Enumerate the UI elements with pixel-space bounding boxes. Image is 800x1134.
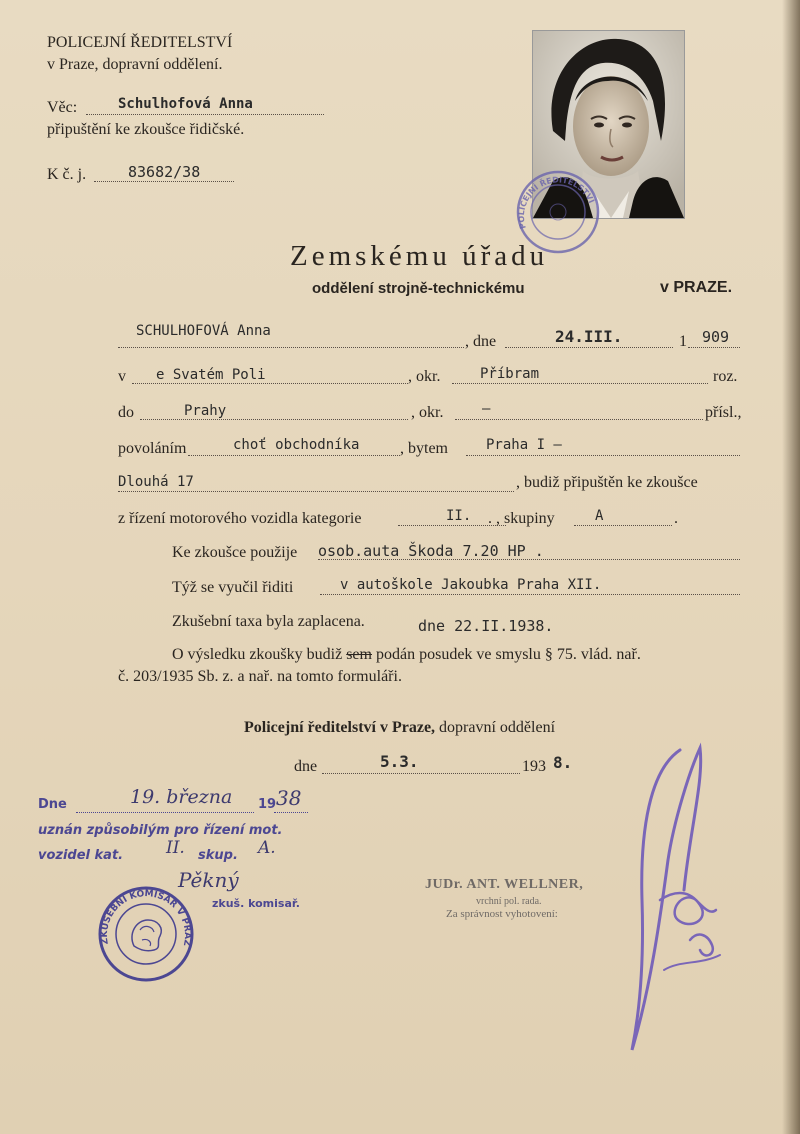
okr2-value: – (482, 401, 491, 417)
subject-dotline (86, 114, 324, 115)
birthplace: e Svatém Poli (156, 367, 266, 383)
signature-year-prefix: 193 (522, 758, 546, 775)
signature-date-dotline (322, 773, 520, 774)
school-label: Týž se vyučil řiditi (172, 579, 294, 596)
birth-year-prefix: 1 (679, 333, 687, 350)
address-city: v PRAZE. (660, 279, 733, 296)
signature-year-digit: 8. (553, 753, 573, 772)
result-struck: sem (346, 646, 372, 663)
official-note: Za správnost vyhotovení: (446, 908, 558, 920)
round-stamp (96, 884, 196, 984)
okr-dotline (452, 383, 708, 384)
group: A (595, 508, 604, 524)
commissar-label: zkuš. komisař. (212, 897, 300, 910)
result-line1 (172, 646, 641, 664)
school: v autoškole Jakoubka Praha XII. (340, 577, 602, 593)
residence-dotline (466, 455, 740, 456)
result-cat-hand: II. (166, 838, 185, 858)
result-line2: č. 203/1935 Sb. z. a nař. na tomto formuláři. (118, 668, 402, 685)
domicile-dotline (140, 419, 408, 420)
birth-year: 909 (702, 328, 730, 346)
page-edge-shadow (782, 0, 800, 1134)
occupation-dotline (188, 455, 400, 456)
roz-label: roz. (713, 368, 738, 385)
residence2-dotline (118, 491, 514, 492)
result-year-hand: 38 (276, 786, 302, 810)
signature-office-rest: dopravní oddělení (439, 719, 556, 736)
okr2-dotline (455, 419, 703, 420)
result-line1-b: podán posudek ve smyslu § 75. vlád. nař. (375, 646, 641, 663)
vehicle: osob.auta Škoda 7.20 HP . (318, 542, 544, 560)
result-line1-a: O výsledku zkoušky budiž (172, 646, 343, 663)
signature-date: 5.3. (380, 752, 419, 771)
admit-text: , budiž připuštěn ke zkoušce (516, 474, 698, 491)
applicant-name: SCHULHOFOVÁ Anna (136, 323, 271, 339)
category-text: z řízení motorového vozidla kategorie (118, 510, 362, 527)
name-dotline (118, 347, 464, 348)
result-dne-label: Dne (38, 797, 67, 812)
address-dept: oddělení strojně-technickému (312, 280, 525, 297)
result-group-hand: A. (258, 838, 276, 858)
result-line3-a: vozidel kat. (38, 848, 124, 863)
school-dotline (320, 594, 740, 595)
birth-day: 24.III. (555, 327, 623, 346)
vehicle-label: Ke zkoušce použije (172, 544, 298, 561)
fee-date: dne 22.II.1938. (418, 617, 554, 635)
v-label: v (118, 368, 126, 385)
end-dot: . (674, 510, 678, 527)
office-line2: v Praze, dopravní oddělení. (47, 56, 223, 73)
okr2-label: , okr. (411, 404, 444, 421)
subject-desc: připuštění ke zkoušce řidičské. (47, 121, 245, 138)
result-line3-b: skup. (198, 848, 238, 863)
dne-label: , dne (465, 333, 497, 350)
prisl-label: přísl., (705, 404, 742, 421)
result-year-dotline (274, 812, 308, 813)
group-dotline (574, 525, 672, 526)
result-line2: uznán způsobilým pro řízení mot. (38, 823, 283, 838)
ref-label: K č. j. (47, 166, 87, 183)
ref-dotline (94, 181, 234, 182)
birthplace-dotline (132, 383, 408, 384)
signature-office-bold: Policejní ředitelství v Praze, (244, 719, 436, 736)
signature-office (244, 719, 555, 737)
office-line1: POLICEJNÍ ŘEDITELSTVÍ (47, 34, 233, 51)
occupation-label: povoláním (118, 440, 187, 457)
subject-label: Věc: (47, 99, 78, 116)
fee-label: Zkušební taxa byla zaplacena. (172, 613, 365, 630)
ref-value: 83682/38 (128, 163, 201, 181)
residence-label: , bytem (400, 440, 448, 457)
residence2: Dlouhá 17 (118, 474, 194, 490)
subject-value: Schulhofová Anna (118, 96, 253, 112)
signature-dne-label: dne (294, 758, 318, 775)
domicile: Prahy (184, 403, 227, 419)
result-date-hand: 19. března (130, 786, 233, 808)
birthday-dotline (505, 347, 673, 348)
address-title: Zemskému úřadu (290, 240, 549, 272)
group-label: . , skupiny (488, 510, 555, 527)
result-date-dotline (76, 812, 254, 813)
occupation: choť obchodníka (233, 437, 360, 453)
category: II. (446, 508, 472, 524)
commissar-signature: Pěkný (178, 868, 239, 892)
svg-text:ZKUŠEBNÍ KOMISAŘ V PRAZE: ZKUŠEBNÍ KOMISAŘ V PRAZ (99, 889, 193, 947)
svg-text:POLICEJNÍ ŘEDITELSTVÍ: POLICEJNÍ ŘEDITELSTVÍ (516, 175, 596, 230)
official-title: vrchní pol. rada. (476, 896, 542, 907)
violet-signature (620, 740, 730, 1060)
birthyear-dotline (688, 347, 740, 348)
do-label: do (118, 404, 134, 421)
residence: Praha I – (486, 437, 562, 453)
result-year-prefix: 19 (258, 797, 277, 812)
okr-label: , okr. (408, 368, 441, 385)
official-name: JUDr. ANT. WELLNER, (425, 877, 584, 892)
okr-value: Příbram (480, 366, 540, 382)
